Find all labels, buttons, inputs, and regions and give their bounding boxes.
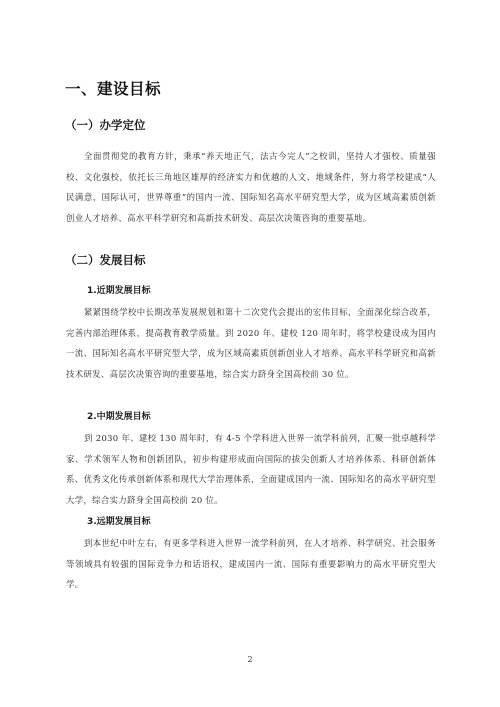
mid-term-goal-paragraph: 到 2030 年、建校 130 周年时，有 4-5 个学科进入世界一流学科前列，汇聚一批卓越科学家、学术领军人物和创新团队，初步构建形成面向国际的拔尖创新人才培养体系、科研创新体系、优秀文化传承创新体系和现代大学治理体系，全面建成国内一流、国际知名的高水平研究型大学，综合实力跻身全国高校前 20 位。 bbox=[66, 433, 436, 505]
section-title: 一、建设目标 bbox=[65, 80, 162, 98]
near-term-goal-paragraph: 紧紧围绕学校中长期改革发展规划和第十二次党代会提出的宏伟目标，全面深化综合改革，完善内部治理体系，提高教育教学质量。到 2020 年、建校 120 周年时，将学校建设成为国内一流、国际知名高水平研究型大学，成为区域高素质创新创业人才培养、高水平科学研究和高新技术研发、高层次决策咨询的重要基地，综合实力跻身全国高校前 30 位。 bbox=[66, 307, 436, 379]
mission-paragraph: 全面贯彻党的教育方针，秉承“养天地正气，法古今完人”之校训，坚持人才强校、质量强校、文化强校，依托长三角地区雄厚的经济实力和优越的人文、地域条件，努力将学校建成“人民满意，国际认可，世界尊重”的国内一流、国际知名高水平研究型大学，成为区域高素质创新创业人才培养、高水平科学研究和高新技术研发、高层次决策咨询的重要基地。 bbox=[66, 151, 436, 223]
goals-heading: （二）发展目标 bbox=[65, 253, 146, 267]
long-term-goal-paragraph: 到本世纪中叶左右，有更多学科进入世界一流学科前列，在人才培养、科学研究、社会服务等领域具有较强的国际竞争力和话语权，建成国内一流、国际有重要影响力的高水平研究型大学。 bbox=[66, 538, 436, 590]
mid-term-goal-heading: 2.中期发展目标 bbox=[87, 412, 151, 422]
near-term-goal-heading: 1.近期发展目标 bbox=[87, 286, 151, 296]
mission-heading: （一）办学定位 bbox=[65, 118, 146, 132]
long-term-goal-heading: 3.远期发展目标 bbox=[87, 517, 151, 527]
page-number: 2 bbox=[247, 655, 253, 664]
